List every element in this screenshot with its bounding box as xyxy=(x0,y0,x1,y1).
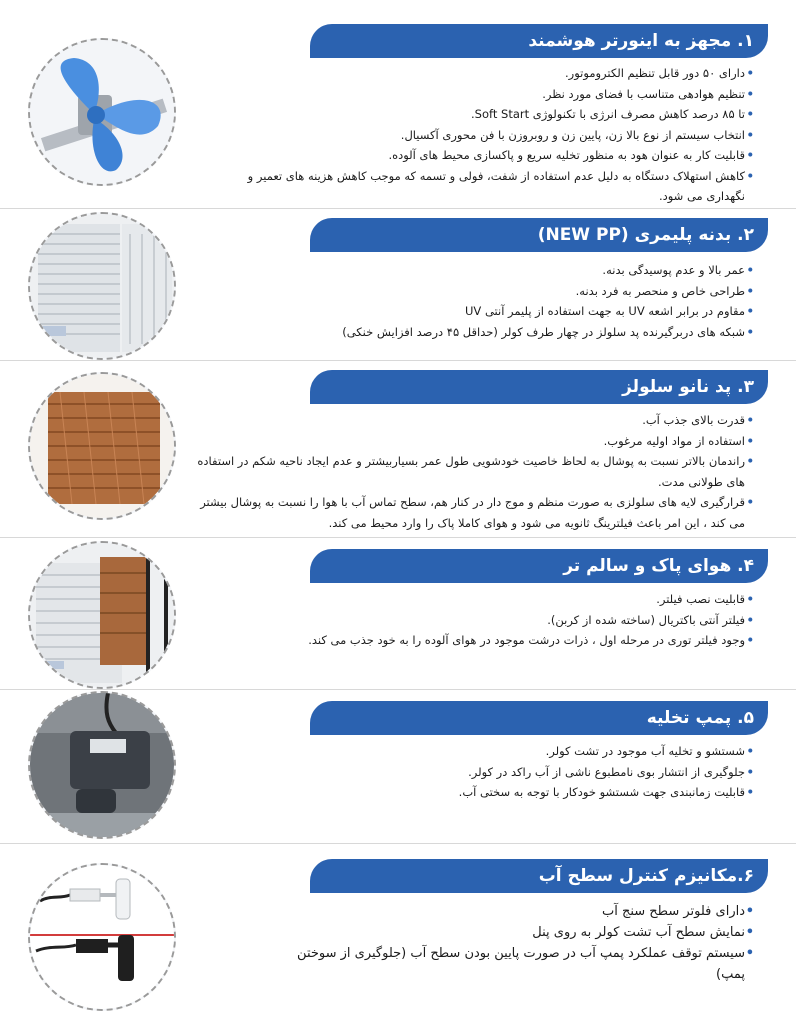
feature-list xyxy=(224,260,754,342)
feature-section-cellulose-pad xyxy=(0,362,796,537)
feature-list xyxy=(194,410,754,533)
list-item: • فیلتر آنتی باکتریال (ساخته شده از کربن). xyxy=(194,610,754,631)
polymer-body-image xyxy=(28,212,176,360)
list-item: • شبکه های دربرگیرنده پد سلولز در چهار طرف کولر (حداقل ۴۵ درصد افزایش خنکی) xyxy=(224,322,754,343)
list-item: • انتخاب سیستم از نوع بالا زن، پایین زن و روبروزن با فن محوری آکسیال. xyxy=(224,125,754,146)
feature-section-drain-pump xyxy=(0,691,796,841)
list-item: • قدرت بالای جذب آب. xyxy=(194,410,754,431)
list-item: • شستشو و تخلیه آب موجود در تشت کولر. xyxy=(224,741,754,762)
section-title: ۲. بدنه پلیمری (NEW PP) xyxy=(310,218,768,252)
section-divider xyxy=(0,537,796,538)
list-item: • قابلیت زمانبندی جهت شستشو خودکار با توجه به سختی آب. xyxy=(224,782,754,803)
section-divider xyxy=(0,689,796,690)
section-divider xyxy=(0,843,796,844)
feature-section-water-level xyxy=(0,845,796,1024)
list-item: • قابلیت کار به عنوان هود به منظور تخلیه سریع و پاکسازی محیط های آلوده. xyxy=(224,145,754,166)
list-item: • استفاده از مواد اولیه مرغوب. xyxy=(194,431,754,452)
feature-section-clean-air xyxy=(0,539,796,689)
list-item: • دارای ۵۰ دور قابل تنظیم الکتروموتور. xyxy=(224,63,754,84)
section-title: ۱. مجهز به اینورتر هوشمند xyxy=(310,24,768,58)
list-item: • راندمان بالاتر نسبت به پوشال به لحاظ خاصیت خودشویی طول عمر بسیاربیشتر و عدم ایجاد ناحیه شکم در استفاده های طولانی مدت. xyxy=(194,451,754,492)
feature-list xyxy=(194,589,754,651)
list-item: • وجود فیلتر توری در مرحله اول ، ذرات درشت موجود در هوای آلوده را به خود جذب می کند. xyxy=(194,630,754,651)
air-filter-image xyxy=(28,541,176,689)
list-item: • تا ۸۵ درصد کاهش مصرف انرژی با تکنولوژی Soft Start. xyxy=(224,104,754,125)
list-item: • جلوگیری از انتشار بوی نامطبوع ناشی از آب راکد در کولر. xyxy=(224,762,754,783)
section-title: ۴. هوای پاک و سالم تر xyxy=(310,549,768,583)
list-item: • طراحی خاص و منحصر به فرد بدنه. xyxy=(224,281,754,302)
list-item: • مقاوم در برابر اشعه UV به جهت استفاده از پلیمر آنتی UV xyxy=(224,301,754,322)
feature-list xyxy=(284,901,754,985)
inverter-fan-image xyxy=(28,38,176,186)
section-title: ۳. پد نانو سلولز xyxy=(310,370,768,404)
water-level-float-image xyxy=(28,863,176,1011)
list-item: • کاهش استهلاک دستگاه به دلیل عدم استفاده از شفت، فولی و تسمه که موجب کاهش هزینه های تعمیر و نگهداری می شود. xyxy=(224,166,754,207)
list-item: • تنظیم هوادهی متناسب با فضای مورد نظر. xyxy=(224,84,754,105)
list-item: • سیستم توقف عملکرد پمپ آب در صورت پایین بودن سطح آب (جلوگیری از سوختن پمپ) xyxy=(284,943,754,985)
feature-list xyxy=(224,741,754,803)
feature-section-inverter xyxy=(0,0,796,210)
list-item: • دارای فلوتر سطح سنج آب xyxy=(284,901,754,922)
feature-section-polymer-body xyxy=(0,210,796,360)
list-item: • قرارگیری لایه های سلولزی به صورت منظم و موج دار در کنار هم، سطح تماس آب با هوا را نسبت به پوشال بیشتر می کند ، این امر باعث فیلترینگ ثانویه می شود و هوای کاملا پاک را وارد محیط می کند. xyxy=(194,492,754,533)
section-divider xyxy=(0,208,796,209)
section-divider xyxy=(0,360,796,361)
cellulose-pad-image xyxy=(28,372,176,520)
feature-list xyxy=(224,63,754,207)
section-title: ۵. پمپ تخلیه xyxy=(310,701,768,735)
section-title: ۶.مکانیزم کنترل سطح آب xyxy=(310,859,768,893)
list-item: • عمر بالا و عدم پوسیدگی بدنه. xyxy=(224,260,754,281)
drain-pump-image xyxy=(28,691,176,839)
list-item: • قابلیت نصب فیلتر. xyxy=(194,589,754,610)
list-item: • نمایش سطح آب تشت کولر به روی پنل xyxy=(284,922,754,943)
